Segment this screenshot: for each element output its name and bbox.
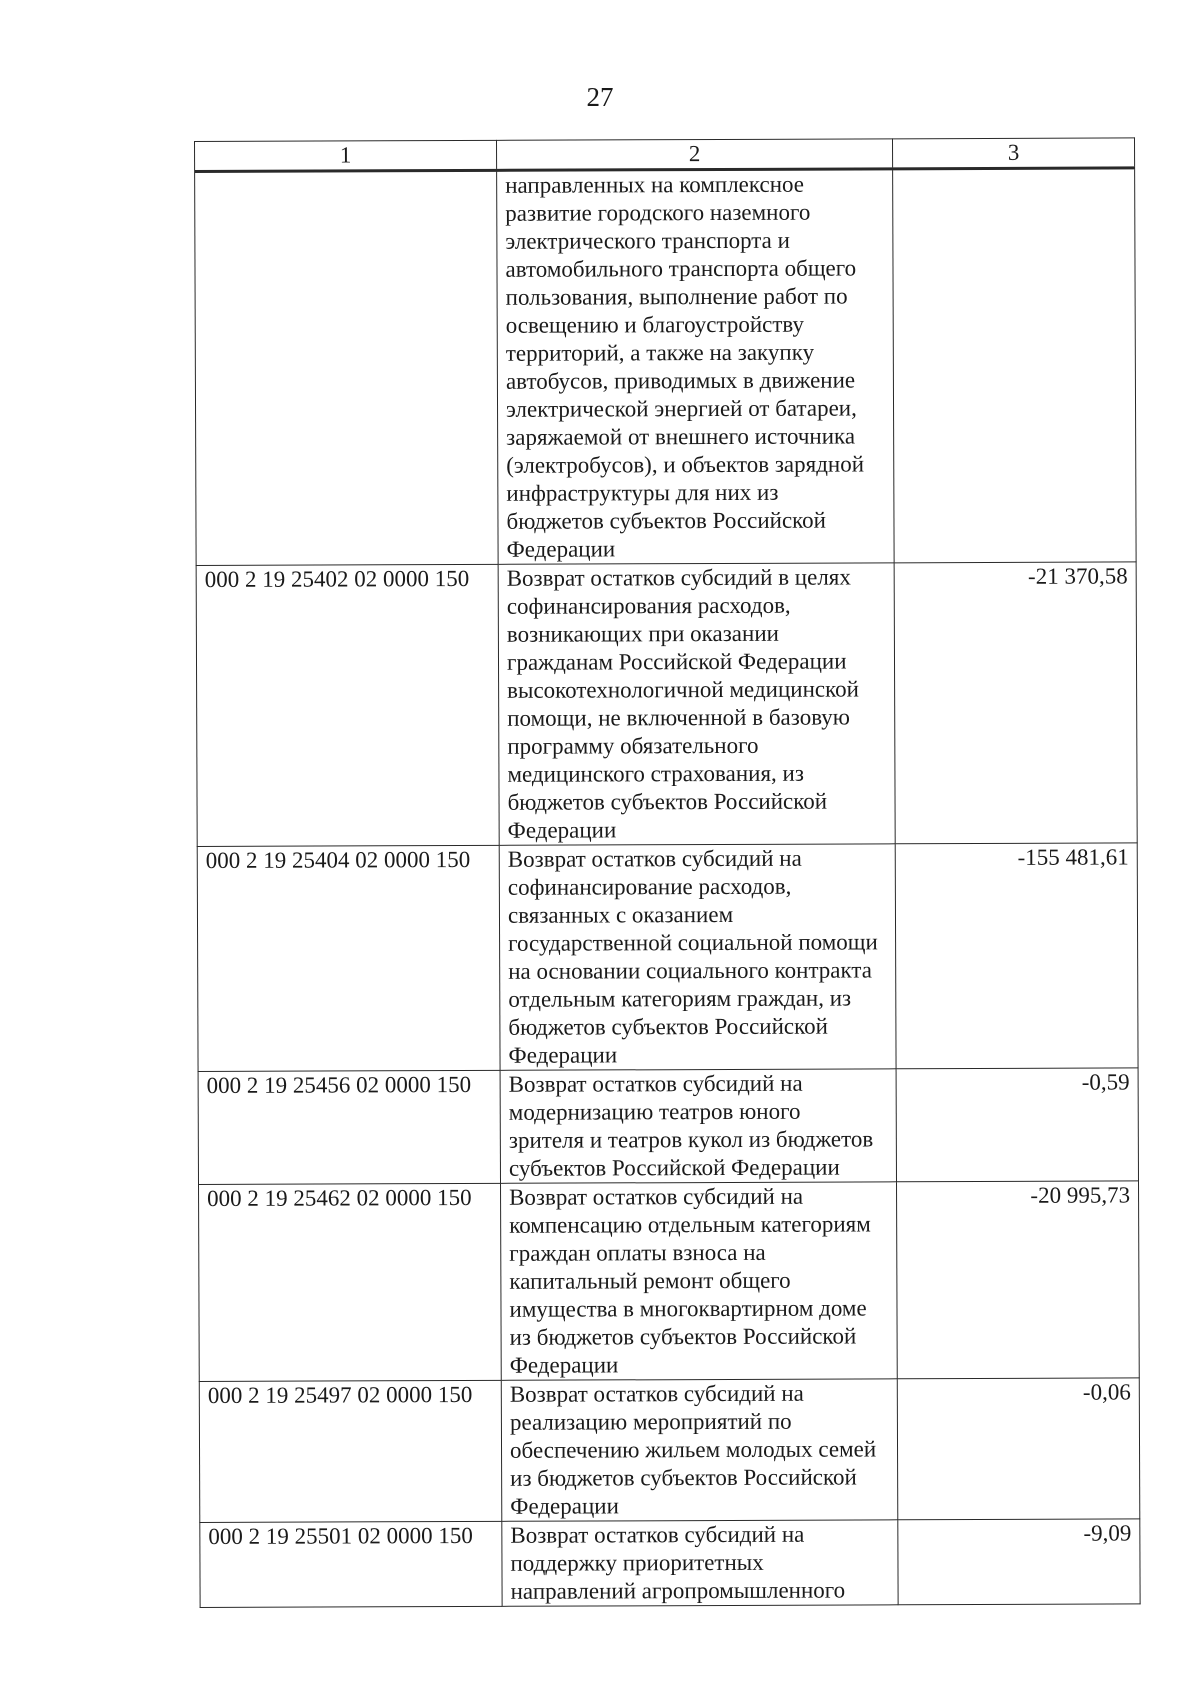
column-header-name: 2 <box>496 139 892 171</box>
income-name-line: из бюджетов субъектов Российской <box>509 1323 857 1350</box>
income-name-line: бюджетов субъектов Российской <box>506 507 826 534</box>
budget-code-cell: 000 2 19 25456 02 0000 150 <box>198 1070 500 1184</box>
income-name-line: Федерации <box>508 1042 618 1068</box>
income-name-line: медицинского страхования, из <box>507 760 804 787</box>
income-name-line: компенсацию отдельным категориям <box>509 1211 871 1238</box>
amount-cell <box>893 168 1137 563</box>
budget-code-cell: 000 2 19 25462 02 0000 150 <box>199 1183 502 1381</box>
budget-table <box>194 137 1141 1608</box>
income-name-line: Возврат остатков субсидий в целях <box>506 564 851 591</box>
income-name-line: пользования, выполнение работ по <box>505 283 848 310</box>
budget-code-cell: 000 2 19 25497 02 0000 150 <box>199 1380 502 1522</box>
amount-cell: -20 995,73 <box>897 1181 1140 1379</box>
amount-cell: -0,06 <box>897 1378 1140 1520</box>
income-name-line: граждан оплаты взноса на <box>509 1239 766 1266</box>
amount-cell: -155 481,61 <box>895 843 1138 1069</box>
income-name-line: реализацию мероприятий по <box>509 1408 792 1435</box>
income-name-cell <box>500 1069 896 1184</box>
income-name-line: заряжаемой от внешнего источника <box>506 423 856 450</box>
income-name-line: Возврат остатков субсидий на <box>508 1070 803 1097</box>
income-name-line: автобусов, приводимых в движение <box>505 367 856 394</box>
table-header-row <box>195 138 1135 172</box>
income-name-line: бюджетов субъектов Российской <box>507 788 828 815</box>
amount-cell: -21 370,58 <box>894 562 1137 844</box>
income-name-line: высокотехнологичной медицинской <box>507 676 859 703</box>
income-name-line: зрителя и театров кукол из бюджетов <box>508 1126 874 1153</box>
income-name-line: (электробусов), и объектов зарядной <box>506 451 865 478</box>
income-name-line: программу обязательного <box>507 732 759 759</box>
income-name-line: электрического транспорта и <box>505 227 790 254</box>
income-name-line: Федерации <box>506 536 616 562</box>
table-row <box>196 562 1137 847</box>
income-name-line: связанных с оказанием <box>507 901 734 928</box>
income-name-line: субъектов Российской Федерации <box>508 1154 840 1181</box>
budget-code-cell <box>195 170 499 565</box>
income-name-line: поддержку приоритетных <box>510 1549 764 1576</box>
page-number: 27 <box>586 82 614 112</box>
income-name-line: отдельным категориям граждан, из <box>508 985 852 1012</box>
income-name-cell <box>502 1520 898 1607</box>
income-name-line: обеспечению жильем молодых семей <box>509 1436 877 1463</box>
income-name-line: модернизацию театров юного <box>508 1098 801 1125</box>
column-header-value: 3 <box>892 138 1134 169</box>
table-body <box>195 138 1141 1608</box>
table-row <box>198 1068 1138 1185</box>
income-name-line: капитальный ремонт общего <box>509 1267 791 1294</box>
income-name-line: помощи, не включенной в базовую <box>507 704 850 731</box>
income-name-line: направленных на комплексное <box>505 171 805 198</box>
column-header-code: 1 <box>195 140 497 171</box>
income-name-line: Возврат остатков субсидий на <box>509 1380 804 1407</box>
income-name-line: софинансирование расходов, <box>507 873 792 900</box>
income-name-line: Федерации <box>510 1493 619 1519</box>
income-name-cell <box>498 563 895 846</box>
income-name-line: бюджетов субъектов Российской <box>508 1013 828 1040</box>
income-name-line: освещению и благоустройству <box>505 311 804 338</box>
table-row <box>199 1378 1140 1523</box>
income-name-line: возникающих при оказании <box>506 620 779 647</box>
income-name-cell <box>499 844 896 1071</box>
income-name-line: развитие городского наземного <box>505 199 811 226</box>
income-name-line: Возврат остатков субсидий на <box>509 1183 804 1210</box>
income-name-line: гражданам Российской Федерации <box>506 648 847 675</box>
table-row <box>197 843 1138 1072</box>
income-name-line: Возврат остатков субсидий на <box>507 845 802 872</box>
income-name-line: на основании социального контракта <box>508 957 872 984</box>
budget-code-cell: 000 2 19 25402 02 0000 150 <box>196 564 499 846</box>
income-name-line: Федерации <box>509 1352 619 1378</box>
income-name-cell <box>501 1379 898 1522</box>
income-name-line: автомобильного транспорта общего <box>505 255 857 282</box>
income-name-line: территорий, а также на закупку <box>505 339 815 366</box>
table-row <box>199 1181 1140 1382</box>
income-name-line: имущества в многоквартирном доме <box>509 1295 867 1322</box>
income-name-line: софинансирования расходов, <box>506 592 791 619</box>
income-name-line: Федерации <box>507 817 617 843</box>
income-name-line: государственной социальной помощи <box>508 929 878 956</box>
table-row <box>200 1519 1140 1608</box>
income-name-line: из бюджетов субъектов Российской <box>510 1464 857 1491</box>
income-name-cell <box>497 169 895 565</box>
budget-code-cell: 000 2 19 25404 02 0000 150 <box>197 845 500 1071</box>
income-name-line: направлений агропромышленного <box>510 1577 846 1604</box>
income-name-line: электрической энергией от батареи, <box>505 395 857 422</box>
table-row <box>195 168 1137 566</box>
income-name-line: инфраструктуры для них из <box>506 479 779 506</box>
budget-code-cell: 000 2 19 25501 02 0000 150 <box>200 1521 502 1607</box>
income-name-line: Возврат остатков субсидий на <box>510 1521 805 1548</box>
income-name-cell <box>501 1182 898 1381</box>
amount-cell: -9,09 <box>898 1519 1140 1605</box>
amount-cell: -0,59 <box>896 1068 1138 1182</box>
